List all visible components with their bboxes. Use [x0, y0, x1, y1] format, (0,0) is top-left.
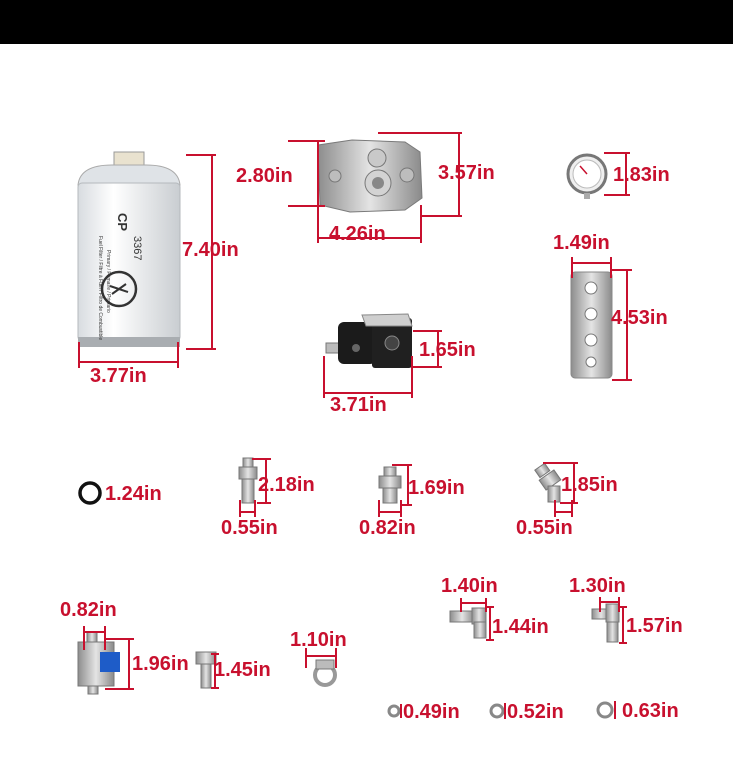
head-depth-label: 3.57in	[438, 162, 495, 184]
filter-head	[318, 140, 422, 212]
elbow-fitting-1	[450, 608, 486, 638]
head-height-label: 2.80in	[236, 165, 293, 187]
filter-part-number: 3367	[131, 236, 143, 261]
washer-icon-1	[389, 706, 399, 716]
washer1-label: 0.49in	[403, 701, 460, 723]
valve-width-label: 0.82in	[60, 599, 117, 621]
fitting3-width-label: 0.55in	[516, 517, 573, 539]
bolt-height-label: 1.45in	[214, 659, 271, 681]
washer-icon-3	[598, 703, 612, 717]
filter-label-2: Primary / Primaire / Primario	[105, 250, 111, 313]
fitting1-height-label: 2.18in	[258, 474, 315, 496]
straight-fitting-1	[239, 458, 257, 503]
fitting2-width-label: 0.82in	[359, 517, 416, 539]
regulator-width-label: 3.71in	[330, 394, 387, 416]
filter-width-label: 3.77in	[90, 365, 147, 387]
bracket-width-label: 1.49in	[553, 232, 610, 254]
elbow2-width-label: 1.30in	[569, 575, 626, 597]
gauge-label: 1.83in	[613, 164, 670, 186]
washer-icon-2	[491, 705, 503, 717]
bracket-height-label: 4.53in	[611, 307, 668, 329]
fitting3-height-label: 1.85in	[561, 474, 618, 496]
pressure-regulator	[326, 314, 412, 368]
filter-height-label: 7.40in	[182, 239, 239, 261]
fitting2-height-label: 1.69in	[408, 477, 465, 499]
straight-fitting-2	[379, 467, 401, 503]
washer3-label: 0.63in	[622, 700, 679, 722]
washer2-label: 0.52in	[507, 701, 564, 723]
fuel-filter	[78, 152, 180, 347]
clamp-label: 1.10in	[290, 629, 347, 651]
regulator-height-label: 1.65in	[419, 339, 476, 361]
pressure-gauge-icon	[568, 155, 606, 199]
elbow1-height-label: 1.44in	[492, 616, 549, 638]
valve-height-label: 1.96in	[132, 653, 189, 675]
elbow1-width-label: 1.40in	[441, 575, 498, 597]
fitting1-width-label: 0.55in	[221, 517, 278, 539]
filter-label-1: Fuel Filter / Filtre à Fuel / Filtro de Combustible	[97, 236, 103, 341]
o-ring-label: 1.24in	[105, 483, 162, 505]
filter-brand: CP	[115, 213, 130, 232]
elbow-fitting-2	[592, 604, 619, 642]
hose-clamp-icon	[315, 660, 335, 685]
mounting-bracket	[571, 272, 612, 378]
elbow2-height-label: 1.57in	[626, 615, 683, 637]
head-width-label: 4.26in	[329, 223, 386, 245]
o-ring-icon	[80, 483, 100, 503]
angled-fitting	[535, 463, 561, 502]
banjo-bolt	[196, 652, 216, 688]
